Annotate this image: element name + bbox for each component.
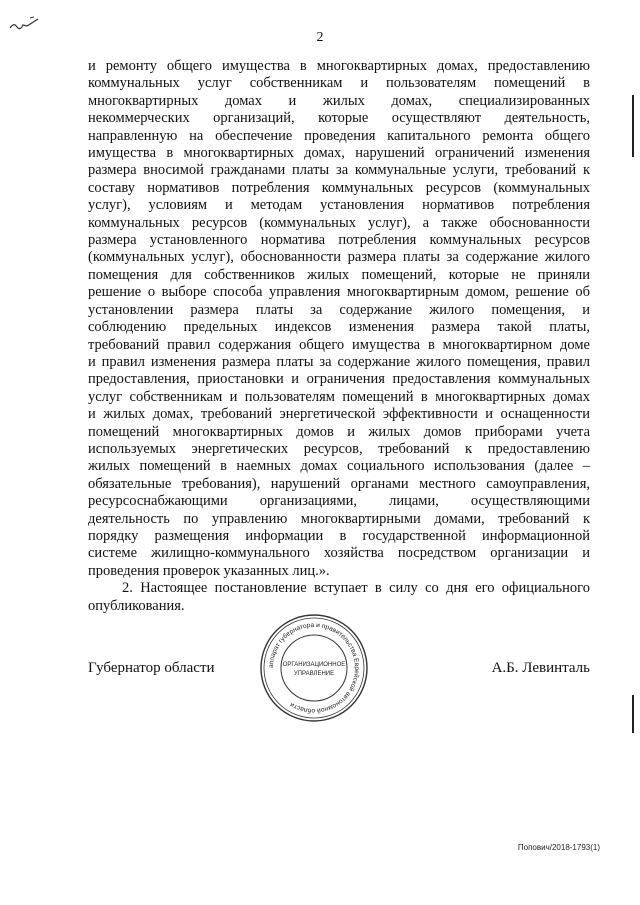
text-line: решение о выборе способа управления многоквартирным домом, решение об xyxy=(88,284,590,301)
text-line: помещений многоквартирных домов и жилых домов приборами учета xyxy=(88,423,590,440)
text-line: проведения проверок указанных лиц.». xyxy=(88,562,330,579)
text-line: и ремонту общего имущества в многоквартирных домах, предоставлению xyxy=(88,58,590,74)
text-line: соблюдению предельных индексов изменения размера такой платы, xyxy=(88,319,590,336)
official-stamp xyxy=(258,612,370,724)
document-code: Попович/2018-1793(1) xyxy=(517,843,600,852)
signer-name: А.Б. Левинталь xyxy=(491,660,590,676)
text-line: порядку размещения информации в государственной информационной xyxy=(88,527,590,544)
text-line: предоставления, приостановки и ограничения предоставления коммунальных xyxy=(88,371,590,388)
text-line: обязательные требования), нарушений органами местного самоуправления, xyxy=(88,475,590,492)
text-line: коммунальных услуг собственникам и пользователям помещений в xyxy=(88,75,590,92)
text-line: услуг), условиям и методам установления нормативов потребления xyxy=(88,197,590,214)
text-line: и жилых домах, требований энергетической эффективности и оснащенности xyxy=(88,406,590,423)
text-line: размера вносимой гражданами платы за коммунальные услуги, требований к xyxy=(88,162,590,179)
text-line: многоквартирных домах и жилых домах, специализированных xyxy=(88,92,590,109)
stamp-center-line-1: ОРГАНИЗАЦИОННОЕ xyxy=(282,662,346,668)
text-line: опубликования. xyxy=(88,597,185,614)
margin-line xyxy=(632,95,634,157)
text-line: деятельность по управлению многоквартирными домами, требований к xyxy=(88,510,590,527)
text-line: размера установленного норматива потребления коммунальных ресурсов xyxy=(88,232,590,249)
paragraph-1 xyxy=(88,58,590,580)
text-line: используемых энергетических ресурсов, требований к предоставлению xyxy=(88,440,590,457)
text-line: имущества в многоквартирных домах, нарушений ограничений изменения xyxy=(88,145,590,162)
margin-line xyxy=(632,695,634,733)
text-line: ресурсоснабжающими организациями, лицами, осуществляющими xyxy=(88,493,590,510)
signer-title: Губернатор области xyxy=(88,660,215,676)
text-line: помещения для собственников жилых помещений, которые не приняли xyxy=(88,266,590,283)
paragraph-2 xyxy=(88,580,590,615)
text-line: коммунальных ресурсов (коммунальных услуг), а также обоснованности xyxy=(88,214,590,231)
text-line: требований правил содержания общего имущества в многоквартирном доме xyxy=(88,336,590,353)
text-line: услуг собственникам и пользователям помещений в многоквартирных домах xyxy=(88,388,590,405)
text-line: направленную на обеспечение проведения капитального ремонта общего xyxy=(88,127,590,144)
document-body xyxy=(88,58,590,615)
text-line: установлении размера платы за содержание жилого помещения, и xyxy=(88,301,590,318)
page-number: 2 xyxy=(316,30,324,45)
stamp-center-line-2: УПРАВЛЕНИЕ xyxy=(293,671,335,677)
stamp-ring-text: аппарат губернатора и правительства Еврейской автономной области xyxy=(267,621,361,715)
text-line: некоммерческих организаций, которые осуществляют деятельность, xyxy=(88,110,590,127)
text-line: составу нормативов потребления коммунальных ресурсов (коммунальных xyxy=(88,179,590,196)
text-line: и правил изменения размера платы за содержание жилого помещения, правил xyxy=(88,353,590,370)
text-line: жилых помещений в наемных домах социального использования (далее – xyxy=(88,458,590,475)
text-line: 2. Настоящее постановление вступает в силу со дня его официального xyxy=(122,580,590,597)
text-line: системе жилищно-коммунального хозяйства посредством организации и xyxy=(88,545,590,562)
text-line: (коммунальных услуг), обоснованности размера платы за содержание жилого xyxy=(88,249,590,266)
